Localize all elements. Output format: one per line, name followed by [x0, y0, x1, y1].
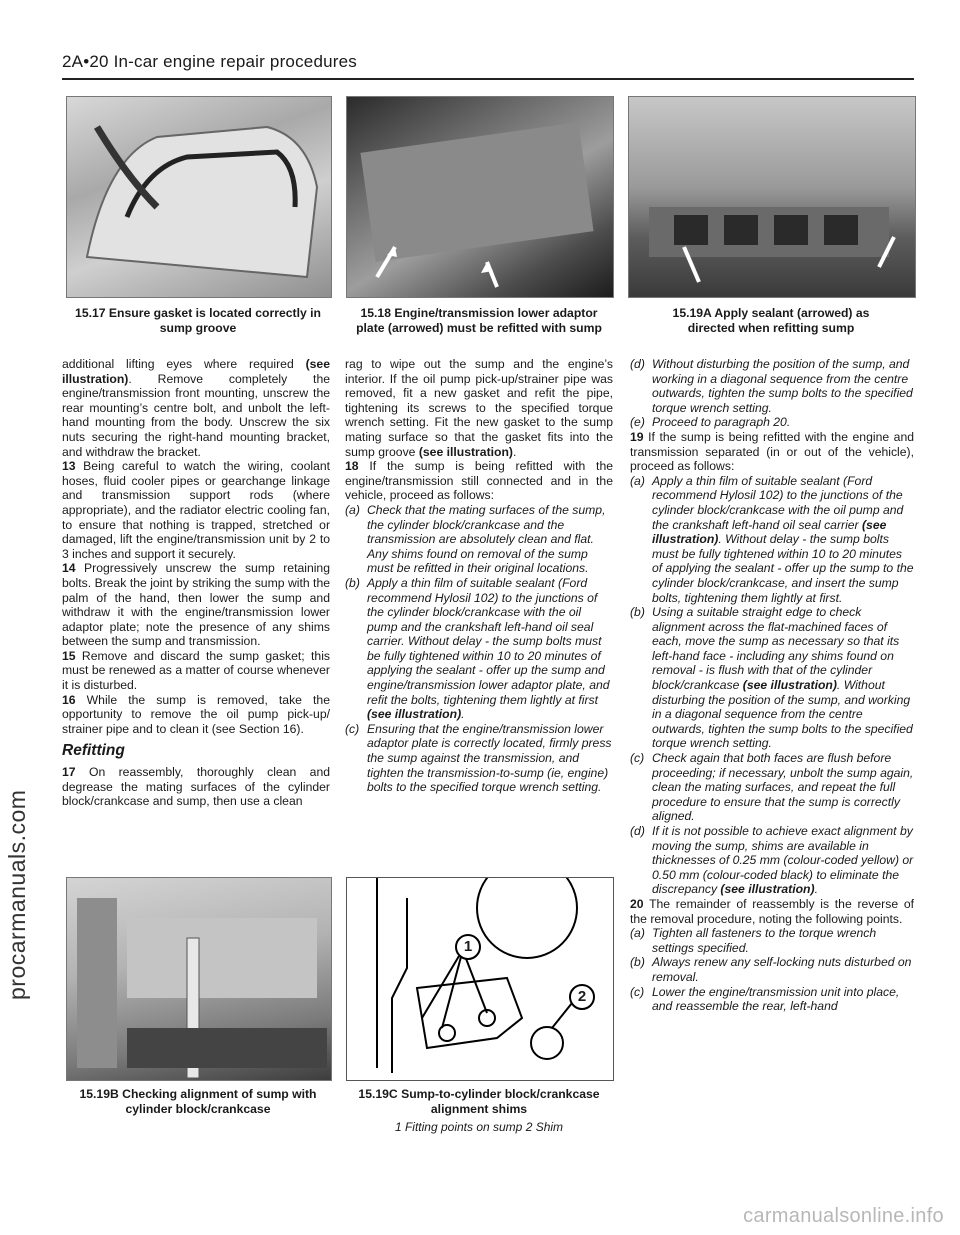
sub-item [630, 415, 914, 430]
sub-item [630, 605, 914, 751]
sub-item-text [652, 474, 914, 605]
text: If the sump is being refitted with the engine/transmission still connected and in the vehicle, proceed as follows: [345, 459, 614, 503]
paragraph-number: 13 [62, 459, 76, 474]
text: If it is not possible to achieve exact alignment by moving the sump, shims are available in thicknesses of 0.25 mm (colour-coded yellow) or 0.50 mm (colour-coded black) to eliminate the discrepancy [652, 824, 914, 897]
text: . [512, 444, 517, 459]
paragraph [630, 430, 914, 474]
text: On reassembly, thoroughly clean and degrease the mating surfaces of the cylinder block/crankcase and sump, then use a clean [62, 765, 330, 809]
sub-item-text: Proceed to paragraph 20. [652, 415, 791, 430]
caption-line: 15.19C Sump-to-cylinder block/crankcase [358, 1087, 600, 1101]
text: additional lifting eyes where required [62, 357, 306, 371]
paragraph-number: 19 [630, 429, 644, 444]
sub-item-text: Lower the engine/transmission unit into place, and reassemble the rear, left-hand [652, 984, 900, 1014]
sub-item-label: (a) [630, 473, 645, 488]
sub-item-text: Check again that both faces are flush before proceeding; if necessary, unbolt the sump again, clean the mating surfaces, and repeat the full procedure to ensure that the sump is correctly aligned. [652, 751, 914, 824]
paragraph-number: 16 [62, 692, 76, 707]
figure-caption-15-19b [66, 1087, 330, 1117]
page-header: 2A•20 In-car engine repair procedures [62, 52, 357, 71]
caption-line: alignment shims [430, 1102, 528, 1116]
paragraph [630, 897, 914, 926]
text: Remove and discard the sump gasket; this must be renewed as a matter of course whenever it is disturbed. [62, 648, 331, 693]
sub-item-label: (a) [345, 502, 360, 517]
sub-item-text: Without disturbing the position of the sump, and working in a diagonal sequence from the centre outwards, tighten the sump bolts to the specified torque wrench setting. [652, 357, 913, 415]
sub-item-label: (b) [630, 955, 645, 970]
text-column-2 [345, 357, 613, 795]
paragraph [62, 765, 330, 809]
sub-item-label: (c) [630, 984, 645, 999]
photo-apply-sealant [628, 96, 916, 298]
photo-sump-gasket-art [67, 97, 331, 297]
figure-caption-15-19a [628, 306, 914, 336]
sub-item-text [652, 605, 914, 751]
sub-item-text: Tighten all fasteners to the torque wrench settings specified. [652, 926, 877, 955]
sub-item-label: (b) [630, 605, 645, 620]
caption-line: 15.17 Ensure gasket is located correctly in [75, 306, 321, 320]
text: . [814, 882, 818, 897]
paragraph [62, 693, 330, 737]
figure-caption-15-19c [346, 1087, 612, 1117]
sub-item-label: (a) [630, 926, 645, 941]
footer-watermark: carmanualsonline.info [743, 1205, 944, 1227]
sub-item [345, 576, 613, 722]
section-heading: Refitting [62, 742, 125, 760]
diagram-label-1: 1 [455, 934, 481, 960]
sub-item [630, 357, 914, 415]
sub-item [630, 955, 914, 984]
side-watermark: procarmanuals.com [4, 789, 30, 1000]
sub-item-text [652, 824, 914, 897]
sub-item-text: Always renew any self-locking nuts disturbed on removal. [652, 955, 912, 984]
sub-item-text: Check that the mating surfaces of the sump, the cylinder block/crankcase and the transmission are absolutely clean and flat. Any shims found on removal of the sump must be refitted in their original locations. [367, 502, 606, 576]
sub-item-text: Ensuring that the engine/transmission lower adaptor plate is correctly located, firmly press the sump against the transmission, and tighten the transmission-to-sump (ie, engine) bolts to the specified torque wrench setting. [367, 721, 612, 795]
sub-item-label: (c) [630, 751, 645, 766]
sub-item-label: (c) [345, 721, 360, 736]
paragraph [62, 561, 330, 649]
paragraph [345, 459, 613, 503]
illustration-ref: (see illustration) [742, 678, 837, 693]
illustration-ref: (see illustration) [652, 517, 887, 547]
photo-alignment-check [66, 877, 332, 1081]
caption-line: directed when refitting sump [687, 321, 855, 335]
illustration-ref: (see illustration) [720, 882, 815, 897]
photo-apply-sealant-art [629, 97, 915, 297]
sub-item [630, 824, 914, 897]
text: Being careful to watch the wiring, coolant hoses, fluid cooler pipes or gearchange linkage and transmission support rods (where appropriate), and the radiator electric cooling fan, to ensure that nothing is trapped, stretched or damaged, lift the engine/transmission unit by 2 to 3 inches and support it securely. [62, 459, 331, 561]
diagram-label-2: 2 [569, 984, 595, 1010]
photo-alignment-check-art [67, 878, 331, 1080]
sub-item [345, 722, 613, 795]
text: While the sump is removed, take the opportunity to remove the oil pump pick-up/ strainer pipe and to clean it (see Section 16). [62, 692, 330, 736]
sub-item-text [367, 576, 613, 722]
caption-line: 15.19B Checking alignment of sump with [79, 1087, 317, 1101]
text: Using a suitable straight edge to check alignment across the flat-machined faces of each, move the sump as necessary so that its left-hand face - including any shims found on removal - is flush with that of the cylinder block/crankcase [652, 605, 900, 693]
paragraph [62, 357, 330, 459]
caption-line: plate (arrowed) must be refitted with sump [356, 321, 602, 335]
caption-line: 15.19A Apply sealant (arrowed) as [672, 306, 870, 320]
header-rule [62, 78, 914, 80]
sub-item-label: (b) [345, 575, 360, 590]
paragraph-number: 18 [345, 459, 359, 474]
text-column-1 [62, 357, 330, 809]
text: If the sump is being refitted with the engine and transmission separated (in or out of the vehicle), proceed as follows: [630, 429, 915, 474]
caption-line: 15.18 Engine/transmission lower adaptor [360, 306, 598, 320]
text: Apply a thin film of suitable sealant (Ford recommend Hylosil 102) to the junctions of the cylinder block/crankcase with the oil pump and the crankshaft left-hand oil seal carrier [652, 473, 904, 532]
illustration-ref: (see illustration) [418, 444, 513, 459]
photo-adaptor-plate-art [347, 97, 613, 297]
text: . Remove completely the engine/transmission front mounting, unscrew the rear mounting’s centre bolt, and unbolt the left-hand mounting from the body. Unscrew the six nuts securing the right-hand mounting bracket, and withdraw the bracket. [62, 371, 330, 459]
photo-sump-gasket [66, 96, 332, 298]
sub-item [630, 751, 914, 824]
caption-line: cylinder block/crankcase [125, 1102, 271, 1116]
paragraph [62, 649, 330, 693]
text: . [461, 707, 465, 722]
paragraph-number: 20 [630, 896, 644, 911]
text-column-3 [630, 357, 914, 1014]
diagram-alignment-shims-art [347, 878, 613, 1080]
figure-caption-15-18 [346, 306, 612, 336]
sub-item-label: (e) [630, 415, 645, 430]
text: Apply a thin film of suitable sealant (Ford recommend Hylosil 102) to the junctions of the cylinder block/crankcase with the oil pump and the crankshaft left-hand oil seal carrier. Without delay - the sump bolts must be fully tightened within 10 to 20 minutes of applying the sealant - offer up the sump and engine/transmission lower adaptor plate, and refit the bolts, tightening them lightly at first [367, 575, 610, 707]
caption-line: sump groove [159, 321, 237, 335]
photo-adaptor-plate [346, 96, 614, 298]
text: rag to wipe out the sump and the engine’s interior. If the oil pump pick-up/strainer pipe was removed, fit a new gasket and refit the pipe, tightening its screws to the specified torque wrench setting. Fit the new gasket to the sump mating surface so that the gasket fits into the sump groove [345, 357, 613, 459]
text: Progressively unscrew the sump retaining bolts. Break the joint by striking the sump with the palm of the hand, then lower the sump and withdraw it with the engine/transmission lower adaptor plate; note the presence of any shims between the sump and transmission. [62, 561, 330, 649]
text: The remainder of reassembly is the reverse of the removal procedure, noting the following points. [630, 896, 914, 926]
sub-item-label: (d) [630, 357, 645, 371]
sub-item-label: (d) [630, 824, 645, 838]
text: . Without delay - the sump bolts must be fully tightened within 10 to 20 minutes of applying the sealant - offer up the sump to the cylinder block/crankcase, and insert the sump bolts, tightening them lightly at first. [652, 532, 914, 605]
paragraph-number: 14 [62, 561, 76, 576]
figure-legend: 1 Fitting points on sump 2 Shim [394, 1120, 564, 1134]
sub-item [630, 474, 914, 605]
illustration-ref: (see illustration) [367, 707, 462, 722]
paragraph-number: 17 [62, 765, 76, 780]
text: . Without disturbing the position of the sump, and working in a diagonal sequence from the centre outwards, tighten the sump bolts to the specified torque wrench setting. [652, 678, 913, 751]
paragraph-number: 15 [62, 648, 76, 663]
sub-item [630, 926, 914, 955]
figure-caption-15-17 [66, 306, 330, 336]
diagram-alignment-shims [346, 877, 614, 1081]
sub-item [630, 985, 914, 1014]
illustration-ref: (see illustration) [62, 357, 330, 386]
paragraph [62, 459, 330, 561]
sub-item [345, 503, 613, 576]
paragraph [345, 357, 613, 459]
